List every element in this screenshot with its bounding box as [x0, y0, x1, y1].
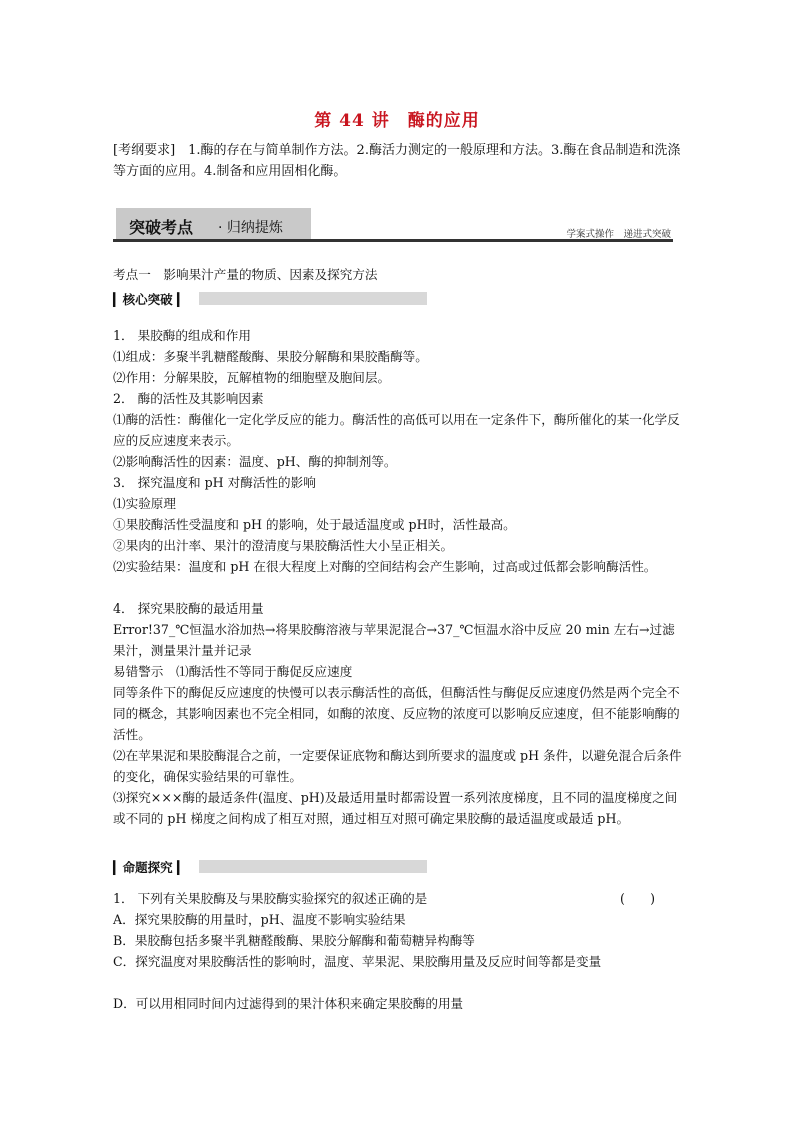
text-line: ⑵影响酶活性的因素：温度、pH、酶的抑制剂等。 [113, 454, 397, 469]
text-paragraph: 同等条件下的酶促反应速度的快慢可以表示酶活性的高低，但酶活性与酶促反应速度仍然是两个完全不同的概念，其影响因素也不完全相同，如酶的浓度、反应物的浓度可以影响反应速度，但不能影响酶的活性。 [113, 685, 680, 742]
label-bar [199, 292, 427, 305]
answer-blank: ( ) [620, 891, 656, 906]
text-line: ⑴组成：多聚半乳糖醛酸酶、果胶分解酶和果胶酯酶等。 [113, 349, 428, 364]
point-heading: 4． 探究果胶酶的最适用量 [113, 601, 264, 616]
text-paragraph: ⑵在苹果泥和果胶酶混合之前，一定要保证底物和酶达到所要求的温度或 pH 条件，以避免混合后条件的变化，确保实验结果的可靠性。 [113, 748, 682, 784]
text-line: ⑴实验原理 [113, 496, 176, 511]
question-explore-label: ▎命题探究 ▎ [113, 860, 187, 875]
core-breakthrough-label: ▎核心突破 ▎ [113, 292, 187, 307]
text-paragraph: ⑵实验结果：温度和 pH 在很大程度上对酶的空间结构会产生影响，过高或过低都会影响酶活性。 [113, 559, 657, 574]
option-b: B．果胶酶包括多聚半乳糖醛酸酶、果胶分解酶和葡萄糖异构酶等 [113, 933, 475, 948]
text-line: ⑵作用：分解果胶，瓦解植物的细胞壁及胞间层。 [113, 370, 391, 385]
text-line: ①果胶酶活性受温度和 pH 的影响，处于最适温度或 pH时，活性最高。 [113, 517, 516, 532]
exam-requirements: [考纲要求] 1.酶的存在与简单制作方法。2.酶活力测定的一般原理和方法。3.酶在食品制造和洗涤等方面的应用。4.制备和应用固相化酶。 [113, 143, 681, 179]
text-paragraph: ⑶探究×××酶的最适条件(温度、pH)及最适用量时都需设置一系列浓度梯度，且不同的温度梯度之间或不同的 pH 梯度之间构成了相互对照，通过相互对照可确定果胶酶的最适温度或最适 pH。 [113, 790, 678, 826]
section-banner [113, 206, 673, 240]
section-heading: 考点一 影响果汁产量的物质、因素及探究方法 [113, 267, 378, 282]
banner-tagline: 学案式操作 递进式突破 [566, 229, 671, 240]
text-line: ②果肉的出汁率、果汁的澄清度与果胶酶活性大小呈正相关。 [113, 538, 454, 553]
point-heading: 2． 酶的活性及其影响因素 [113, 391, 264, 406]
question-stem: 1． 下列有关果胶酶及与果胶酶实验探究的叙述正确的是 [113, 891, 428, 906]
option-d: D．可以用相同时间内过滤得到的果汁体积来确定果胶酶的用量 [113, 996, 464, 1011]
warning-heading: 易错警示 ⑴酶活性不等同于酶促反应速度 [113, 664, 353, 679]
label-bar [199, 860, 427, 873]
text-paragraph: Error!37_℃恒温水浴加热→将果胶酶溶液与苹果泥混合→37_℃恒温水浴中反应 20 min 左右→过滤果汁，测量果汁量并记录 [113, 622, 675, 658]
point-heading: 3． 探究温度和 pH 对酶活性的影响 [113, 475, 316, 490]
core-breakthrough-bar [113, 290, 427, 306]
point-heading: 1． 果胶酶的组成和作用 [113, 328, 251, 343]
banner-title: 突破考点 [129, 218, 194, 237]
page-title: 第 44 讲 酶的应用 [314, 111, 480, 131]
option-a: A．探究果胶酶的用量时，pH、温度不影响实验结果 [113, 912, 406, 927]
banner-subtitle: · 归纳提炼 [218, 220, 283, 236]
option-c: C．探究温度对果胶酶活性的影响时，温度、苹果泥、果胶酶用量及反应时间等都是变量 [113, 954, 602, 969]
text-paragraph: ⑴酶的活性：酶催化一定化学反应的能力。酶活性的高低可以用在一定条件下，酶所催化的某一化学反应的反应速度来表示。 [113, 412, 680, 448]
question-explore-bar [113, 858, 427, 874]
